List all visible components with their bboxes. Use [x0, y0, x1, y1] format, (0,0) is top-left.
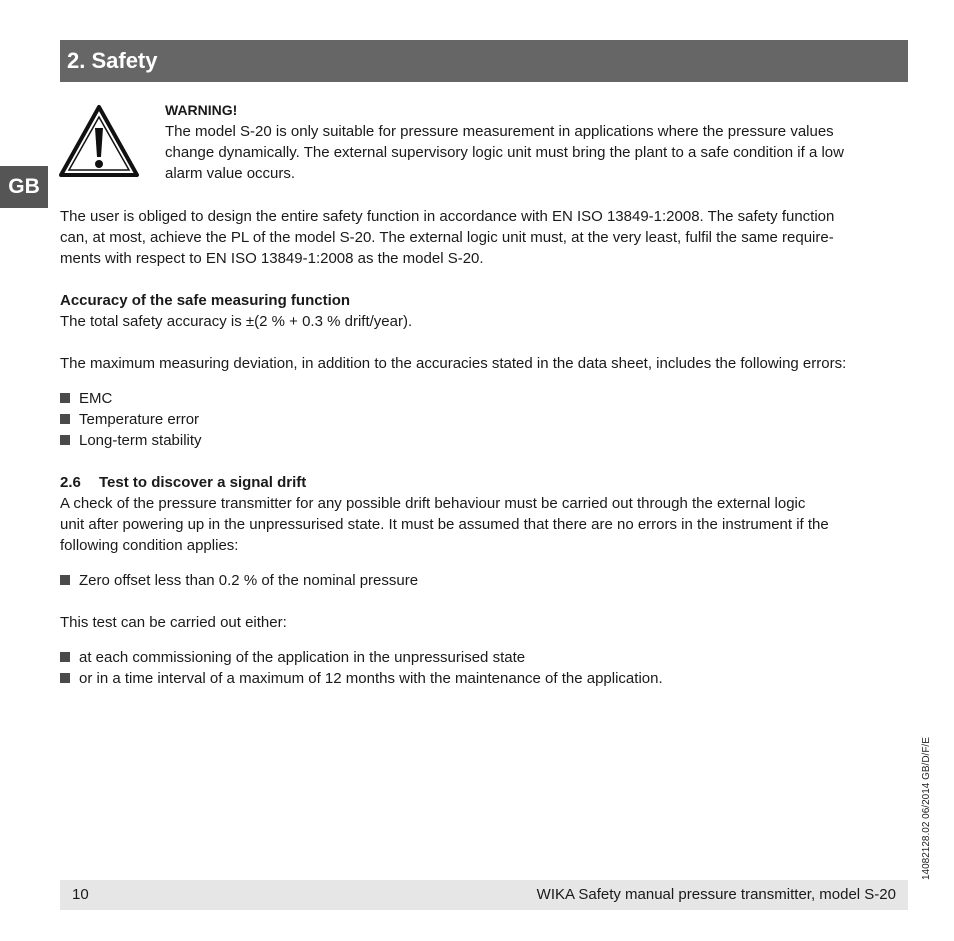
warning-title: WARNING! [165, 102, 238, 118]
section-line: A check of the pressure transmitter for any possible drift behaviour must be carried out through the external logic [60, 495, 806, 512]
language-tab: GB [0, 166, 48, 208]
either-list [60, 647, 910, 689]
accuracy-heading: Accuracy of the safe measuring function [60, 292, 351, 309]
list-item: at each commissioning of the application in the unpressurised state [60, 647, 910, 668]
condition-list [60, 570, 910, 591]
warning-line: The model S-20 is only suitable for pressure measurement in applications where the pressure values [165, 123, 834, 140]
section-2-6-heading [60, 472, 910, 493]
section-header-bar [60, 40, 908, 82]
page-footer [60, 880, 908, 910]
deviation-text: The maximum measuring deviation, in addition to the accuracies stated in the data sheet, includes the following errors: [60, 355, 847, 372]
accuracy-text: The total safety accuracy is ±(2 % + 0.3 % drift/year). [60, 313, 413, 330]
list-item: EMC [60, 388, 910, 409]
section-title: 2. Safety [67, 48, 158, 73]
either-text: This test can be carried out either: [60, 614, 287, 631]
page-number: 10 [72, 886, 89, 903]
list-item: or in a time interval of a maximum of 12 months with the maintenance of the application. [60, 668, 910, 689]
footer-title: WIKA Safety manual pressure transmitter, model S-20 [536, 886, 896, 903]
bullet-square-icon [60, 575, 70, 585]
section-line: unit after powering up in the unpressurised state. It must be assumed that there are no errors in the instrument if the [60, 516, 829, 533]
bullet-square-icon [60, 414, 70, 424]
section-line: following condition applies: [60, 537, 239, 554]
bullet-square-icon [60, 673, 70, 683]
list-item: Long-term stability [60, 430, 910, 451]
warning-line: change dynamically. The external supervisory logic unit must bring the plant to a safe condition if a low [165, 144, 844, 161]
section-title: Test to discover a signal drift [99, 474, 307, 491]
list-item: Zero offset less than 0.2 % of the nominal pressure [60, 570, 910, 591]
intro-line: ments with respect to EN ISO 13849-1:2008 as the model S-20. [60, 250, 484, 267]
warning-line: alarm value occurs. [165, 165, 296, 182]
intro-line: can, at most, achieve the PL of the model S-20. The external logic unit must, at the very least, fulfil the same require- [60, 229, 834, 246]
bullet-square-icon [60, 652, 70, 662]
list-item: Temperature error [60, 409, 910, 430]
section-number: 2.6 [60, 474, 81, 491]
intro-line: The user is obliged to design the entire safety function in accordance with EN ISO 13849-1:2008. The safety function [60, 208, 835, 225]
warning-triangle-icon [58, 104, 140, 178]
bullet-square-icon [60, 393, 70, 403]
error-list [60, 388, 910, 451]
document-code: 14082128.02 06/2014 GB/D/F/E [921, 737, 932, 880]
warning-block [165, 100, 905, 184]
main-content [60, 206, 910, 689]
bullet-square-icon [60, 435, 70, 445]
